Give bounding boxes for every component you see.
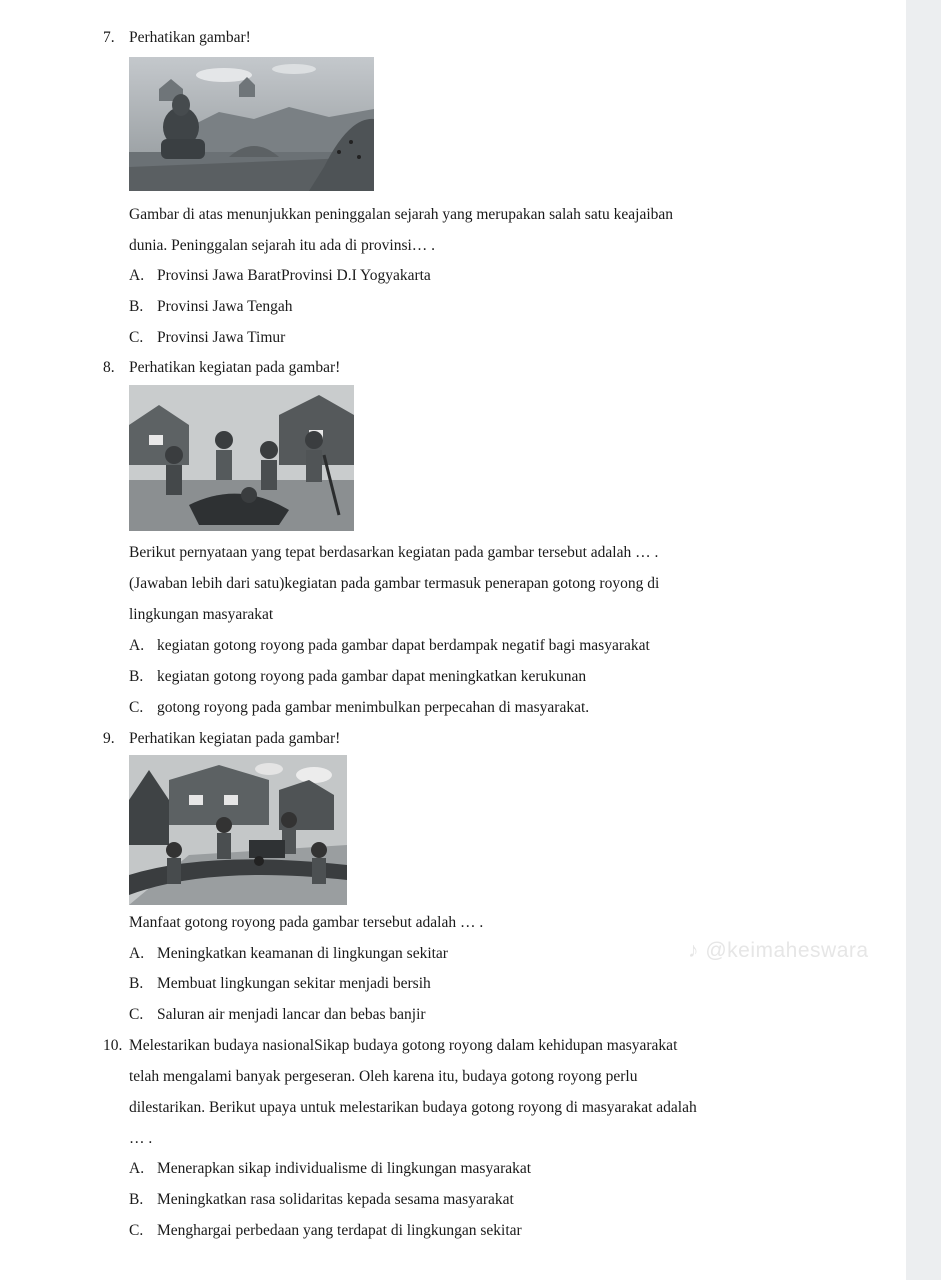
option-b-text[interactable]: kegiatan gotong royong pada gambar dapat meningkatkan kerukunan <box>157 668 587 685</box>
question-prompt: Perhatikan kegiatan pada gambar! <box>129 359 341 376</box>
right-margin-strip <box>906 0 941 1280</box>
question-number: 7. <box>103 29 115 46</box>
question-text-line: telah mengalami banyak pergeseran. Oleh karena itu, budaya gotong royong perlu <box>129 1068 638 1085</box>
question-text-line: dilestarikan. Berikut upaya untuk melestarikan budaya gotong royong di masyarakat adalah <box>129 1099 697 1116</box>
option-a-text[interactable]: kegiatan gotong royong pada gambar dapat berdampak negatif bagi masyarakat <box>157 637 650 654</box>
question-text-line: Berikut pernyataan yang tepat berdasarkan kegiatan pada gambar tersebut adalah … . <box>129 544 659 561</box>
question-text-line: lingkungan masyarakat <box>129 606 274 623</box>
option-letter-a: A. <box>129 1160 145 1177</box>
question-number: 8. <box>103 359 115 376</box>
option-c-text[interactable]: Menghargai perbedaan yang terdapat di lingkungan sekitar <box>157 1222 522 1239</box>
question-number: 9. <box>103 730 115 747</box>
option-a-text[interactable]: Provinsi Jawa BaratProvinsi D.I Yogyakarta <box>157 267 431 284</box>
option-a-text[interactable]: Meningkatkan keamanan di lingkungan sekitar <box>157 945 448 962</box>
question-number: 10. <box>103 1037 123 1054</box>
option-c-text[interactable]: Saluran air menjadi lancar dan bebas banjir <box>157 1006 426 1023</box>
option-letter-b: B. <box>129 1191 144 1208</box>
gotong-royong-image <box>129 385 354 531</box>
watermark-handle: @keimaheswara <box>705 939 869 962</box>
tiktok-watermark <box>688 939 869 963</box>
option-letter-c: C. <box>129 329 144 346</box>
option-c-text[interactable]: gotong royong pada gambar menimbulkan perpecahan di masyarakat. <box>157 699 590 716</box>
option-a-text[interactable]: Menerapkan sikap individualisme di lingkungan masyarakat <box>157 1160 532 1177</box>
option-letter-a: A. <box>129 945 145 962</box>
option-b-text[interactable]: Meningkatkan rasa solidaritas kepada sesama masyarakat <box>157 1191 514 1208</box>
question-text-line: dunia. Peninggalan sejarah itu ada di provinsi… . <box>129 237 436 254</box>
option-letter-b: B. <box>129 298 144 315</box>
option-letter-c: C. <box>129 1222 144 1239</box>
question-text-line: (Jawaban lebih dari satu)kegiatan pada gambar termasuk penerapan gotong royong di <box>129 575 660 592</box>
option-letter-c: C. <box>129 1006 144 1023</box>
borobudur-image <box>129 57 374 191</box>
question-text-line: Gambar di atas menunjukkan peninggalan sejarah yang merupakan salah satu keajaiban <box>129 206 674 223</box>
option-letter-a: A. <box>129 637 145 654</box>
tiktok-icon: ♪ <box>688 939 699 962</box>
option-c-text[interactable]: Provinsi Jawa Timur <box>157 329 286 346</box>
option-letter-b: B. <box>129 668 144 685</box>
question-prompt: Perhatikan gambar! <box>129 29 251 46</box>
option-b-text[interactable]: Provinsi Jawa Tengah <box>157 298 293 315</box>
cleaning-drainage-image <box>129 755 347 905</box>
question-prompt: Perhatikan kegiatan pada gambar! <box>129 730 341 747</box>
question-prompt: Melestarikan budaya nasionalSikap budaya gotong royong dalam kehidupan masyarakat <box>129 1037 678 1054</box>
question-text-line: … . <box>129 1130 153 1147</box>
option-letter-b: B. <box>129 975 144 992</box>
option-letter-c: C. <box>129 699 144 716</box>
option-letter-a: A. <box>129 267 145 284</box>
question-text-line: Manfaat gotong royong pada gambar tersebut adalah … . <box>129 914 484 931</box>
option-b-text[interactable]: Membuat lingkungan sekitar menjadi bersih <box>157 975 431 992</box>
